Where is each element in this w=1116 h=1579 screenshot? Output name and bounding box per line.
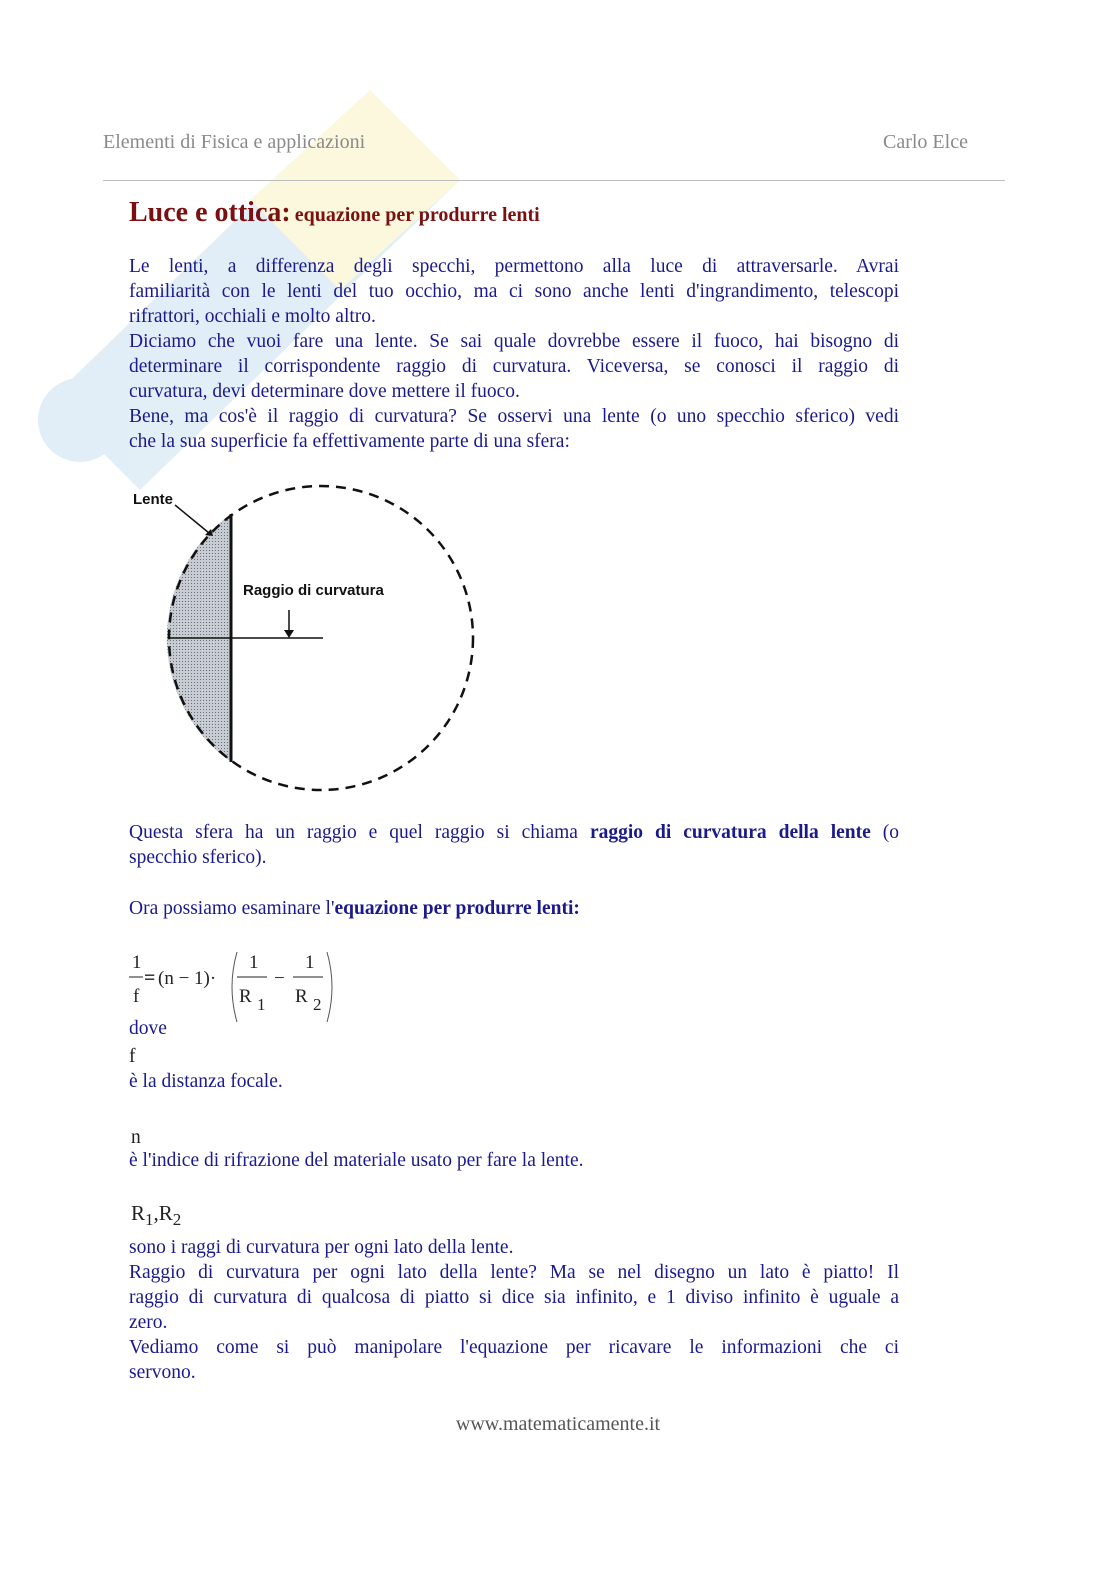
def-f: è la distanza focale. <box>129 1071 283 1092</box>
where-label: dove <box>129 1018 167 1039</box>
footer-url: www.matematicamente.it <box>455 1413 661 1435</box>
svg-text:1: 1 <box>249 952 259 973</box>
title-main: Luce e ottica: <box>129 197 291 228</box>
text-line: familiarità con le lenti del tuo occhio, ma ci sono anche lenti d'ingrandimento, telescopi <box>129 281 899 302</box>
text-line: Le lenti, a differenza degli specchi, permettono alla luce di attraversarle. Avrai <box>129 256 899 277</box>
svg-text:1: 1 <box>305 952 315 973</box>
svg-text:f: f <box>133 986 140 1007</box>
header-left: Elementi di Fisica e applicazioni <box>103 131 366 153</box>
radius-arrowhead <box>284 630 294 638</box>
var-f: f <box>129 1046 136 1067</box>
page-title <box>129 197 540 229</box>
radius-label: Raggio di curvatura <box>243 582 384 599</box>
header-right: Carlo Elce <box>883 131 968 153</box>
svg-text:R: R <box>295 986 308 1007</box>
var-r1-r2: $R_1,R_2$ <box>131 1201 182 1230</box>
var-n: n <box>131 1127 141 1148</box>
text-line: Diciamo che vuoi fare una lente. Se sai quale dovrebbe essere il fuoco, hai bisogno di <box>129 331 899 352</box>
svg-text:1: 1 <box>132 952 142 973</box>
term-radius-of-curvature: raggio di curvatura della lente <box>589 822 871 843</box>
svg-text:1: 1 <box>257 995 266 1014</box>
svg-text:=: = <box>144 967 156 989</box>
text-line: determinare il corrispondente raggio di curvatura. Viceversa, se conosci il raggio di <box>129 356 899 377</box>
lens-pointer <box>175 505 209 533</box>
text-line: sono i raggi di curvatura per ogni lato della lente. <box>129 1237 514 1258</box>
svg-text:R: R <box>239 986 252 1007</box>
svg-text:(n − 1)·: (n − 1)· <box>158 968 217 989</box>
intro-paragraph <box>129 254 899 454</box>
def-n: è l'indice di rifrazione del materiale usato per fare la lente. <box>129 1150 584 1171</box>
closing-paragraph <box>129 1235 899 1385</box>
term-lens-equation: equazione per produrre lenti: <box>334 898 580 919</box>
text-line: rifrattori, occhiali e molto altro. <box>129 306 376 327</box>
text-line: Raggio di curvatura per ogni lato della lente? Ma se nel disegno un lato è piatto! Il <box>129 1262 899 1283</box>
text-line: servono. <box>129 1362 196 1383</box>
text-line: specchio sferico). <box>129 847 267 868</box>
text-line: curvatura, devi determinare dove mettere il fuoco. <box>129 381 520 402</box>
equation-intro: Ora possiamo esaminare l'equazione per produrre lenti: <box>129 898 580 919</box>
text-line: raggio di curvatura di qualcosa di piatto si dice sia infinito, e 1 diviso infinito è uguale a <box>129 1287 899 1308</box>
text-line: zero. <box>129 1312 168 1333</box>
text-line: Bene, ma cos'è il raggio di curvatura? Se osservi una lente (o uno specchio sferico) vedi <box>129 406 899 427</box>
svg-text:2: 2 <box>313 995 322 1014</box>
text-line: che la sua superficie fa effettivamente parte di una sfera: <box>129 431 570 452</box>
lens-label: Lente <box>133 491 174 508</box>
svg-text:−: − <box>274 968 285 989</box>
title-sub: equazione per produrre lenti <box>294 204 540 226</box>
lens-diagram <box>125 478 485 798</box>
lensmaker-equation <box>129 948 389 1026</box>
header-divider <box>103 180 1005 181</box>
sphere-paragraph <box>129 820 899 870</box>
text-line: Questa sfera ha un raggio e quel raggio si chiama raggio di curvatura della lente (o <box>129 822 900 843</box>
text-line: Vediamo come si può manipolare l'equazione per ricavare le informazioni che ci <box>129 1337 899 1358</box>
